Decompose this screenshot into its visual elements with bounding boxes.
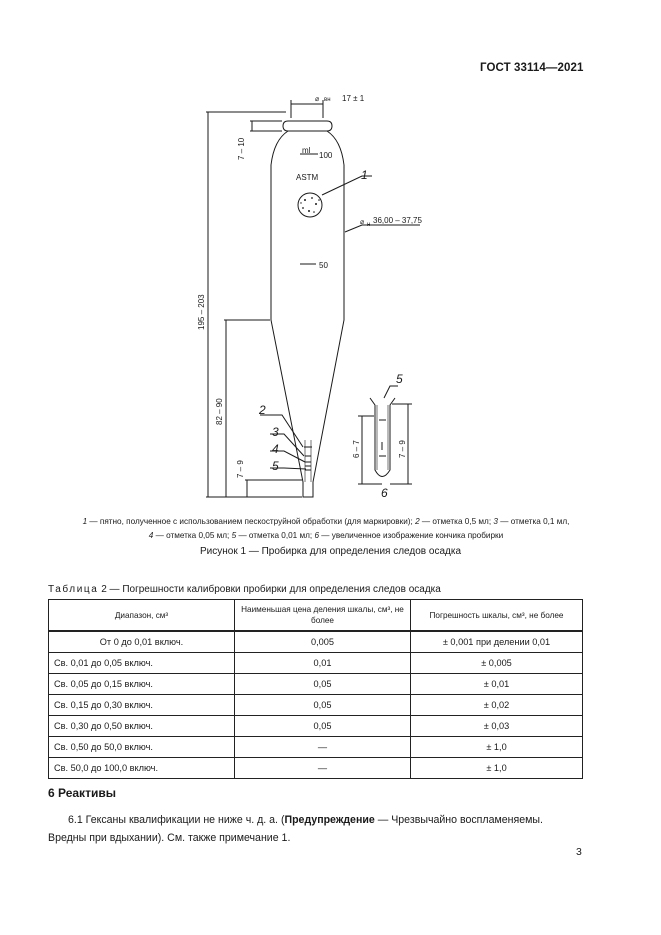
- document-header: ГОСТ 33114—2021: [480, 62, 584, 74]
- svg-text:3: 3: [272, 425, 279, 439]
- table-cell: Св. 0,30 до 0,50 включ.: [49, 716, 235, 737]
- svg-text:6 – 7: 6 – 7: [352, 440, 361, 458]
- table-title: Таблица 2 — Погрешности калибровки пробирки для определения следов осадка: [48, 584, 441, 595]
- figure-caption: Рисунок 1 — Пробирка для определения следов осадка: [199, 546, 461, 557]
- table-cell: 0,05: [235, 716, 411, 737]
- table-cell: 0,005: [235, 631, 411, 653]
- table-cell: 0,01: [235, 653, 411, 674]
- svg-text:17 ± 1: 17 ± 1: [342, 94, 365, 103]
- svg-text:2: 2: [259, 403, 266, 417]
- table-row: [49, 737, 583, 758]
- svg-text:50: 50: [319, 261, 328, 270]
- svg-text:5: 5: [396, 372, 403, 386]
- svg-text:вн: вн: [324, 97, 331, 103]
- table-cell: Св. 0,01 до 0,05 включ.: [49, 653, 235, 674]
- table-cell: Св. 0,05 до 0,15 включ.: [49, 674, 235, 695]
- column-header: Погрешность шкалы, см³, не более: [411, 600, 583, 632]
- svg-text:82 – 90: 82 – 90: [215, 398, 224, 425]
- table-header-row: [49, 600, 583, 632]
- svg-text:7 – 9: 7 – 9: [236, 460, 245, 478]
- calibration-table: [48, 599, 583, 779]
- table-row: [49, 674, 583, 695]
- detail-tip: [370, 398, 395, 477]
- table-cell: ± 0,03: [411, 716, 583, 737]
- svg-text:195 – 203: 195 – 203: [197, 294, 206, 330]
- table-cell: —: [235, 737, 411, 758]
- table-cell: 0,05: [235, 674, 411, 695]
- tube-lip: [283, 121, 332, 131]
- table-row: [49, 653, 583, 674]
- svg-text:ASTM: ASTM: [296, 173, 319, 182]
- table-row: [49, 758, 583, 779]
- section-paragraph: 6.1 Гексаны квалификации не ниже ч. д. а. (Предупреждение — Чрезвычайно воспламеняемы. Вредны при вдыхании). См. также примечание 1.: [48, 814, 543, 844]
- table-cell: ± 0,01: [411, 674, 583, 695]
- svg-text:1: 1: [361, 168, 368, 182]
- svg-text:4: 4: [272, 442, 279, 456]
- table-row: [49, 716, 583, 737]
- table-cell: 0,05: [235, 695, 411, 716]
- table-row: [49, 695, 583, 716]
- tube-outline: [271, 131, 344, 497]
- svg-text:6: 6: [381, 486, 388, 500]
- table-cell: Св. 0,50 до 50,0 включ.: [49, 737, 235, 758]
- table-cell: —: [235, 758, 411, 779]
- svg-text:36,00 – 37,75: 36,00 – 37,75: [373, 216, 422, 225]
- table-cell: ± 1,0: [411, 758, 583, 779]
- column-header: Наименьшая цена деления шкалы, см³, не более: [235, 600, 411, 632]
- section-heading: 6 Реактивы: [48, 786, 116, 800]
- table-cell: Св. 0,15 до 0,30 включ.: [49, 695, 235, 716]
- svg-text:7 – 10: 7 – 10: [237, 137, 246, 160]
- svg-text:100: 100: [319, 151, 333, 160]
- table-row: [49, 631, 583, 653]
- svg-text:ml: ml: [302, 146, 311, 155]
- table-cell: От 0 до 0,01 включ.: [49, 631, 235, 653]
- column-header: Диапазон, см³: [49, 600, 235, 632]
- page-number: 3: [576, 846, 582, 858]
- svg-text:7 – 9: 7 – 9: [398, 440, 407, 458]
- figure-legend: 1 — пятно, полученное с использованием пескоструйной обработки (для маркировки); 2 — отметка 0,5 мл; 3 — отметка 0,1 мл, 4 — отметка 0,05 мл; 5 — отметка 0,01 мл; 6 — увеличенное изображение кончика пробирки: [82, 517, 570, 540]
- svg-text:⌀: ⌀: [315, 96, 320, 103]
- table-cell: Св. 50,0 до 100,0 включ.: [49, 758, 235, 779]
- svg-text:⌀: ⌀: [360, 219, 365, 226]
- svg-text:5: 5: [272, 459, 279, 473]
- table-cell: ± 0,02: [411, 695, 583, 716]
- table-cell: ± 1,0: [411, 737, 583, 758]
- svg-text:н: н: [367, 222, 371, 228]
- table-cell: ± 0,005: [411, 653, 583, 674]
- table-cell: ± 0,001 при делении 0,01: [411, 631, 583, 653]
